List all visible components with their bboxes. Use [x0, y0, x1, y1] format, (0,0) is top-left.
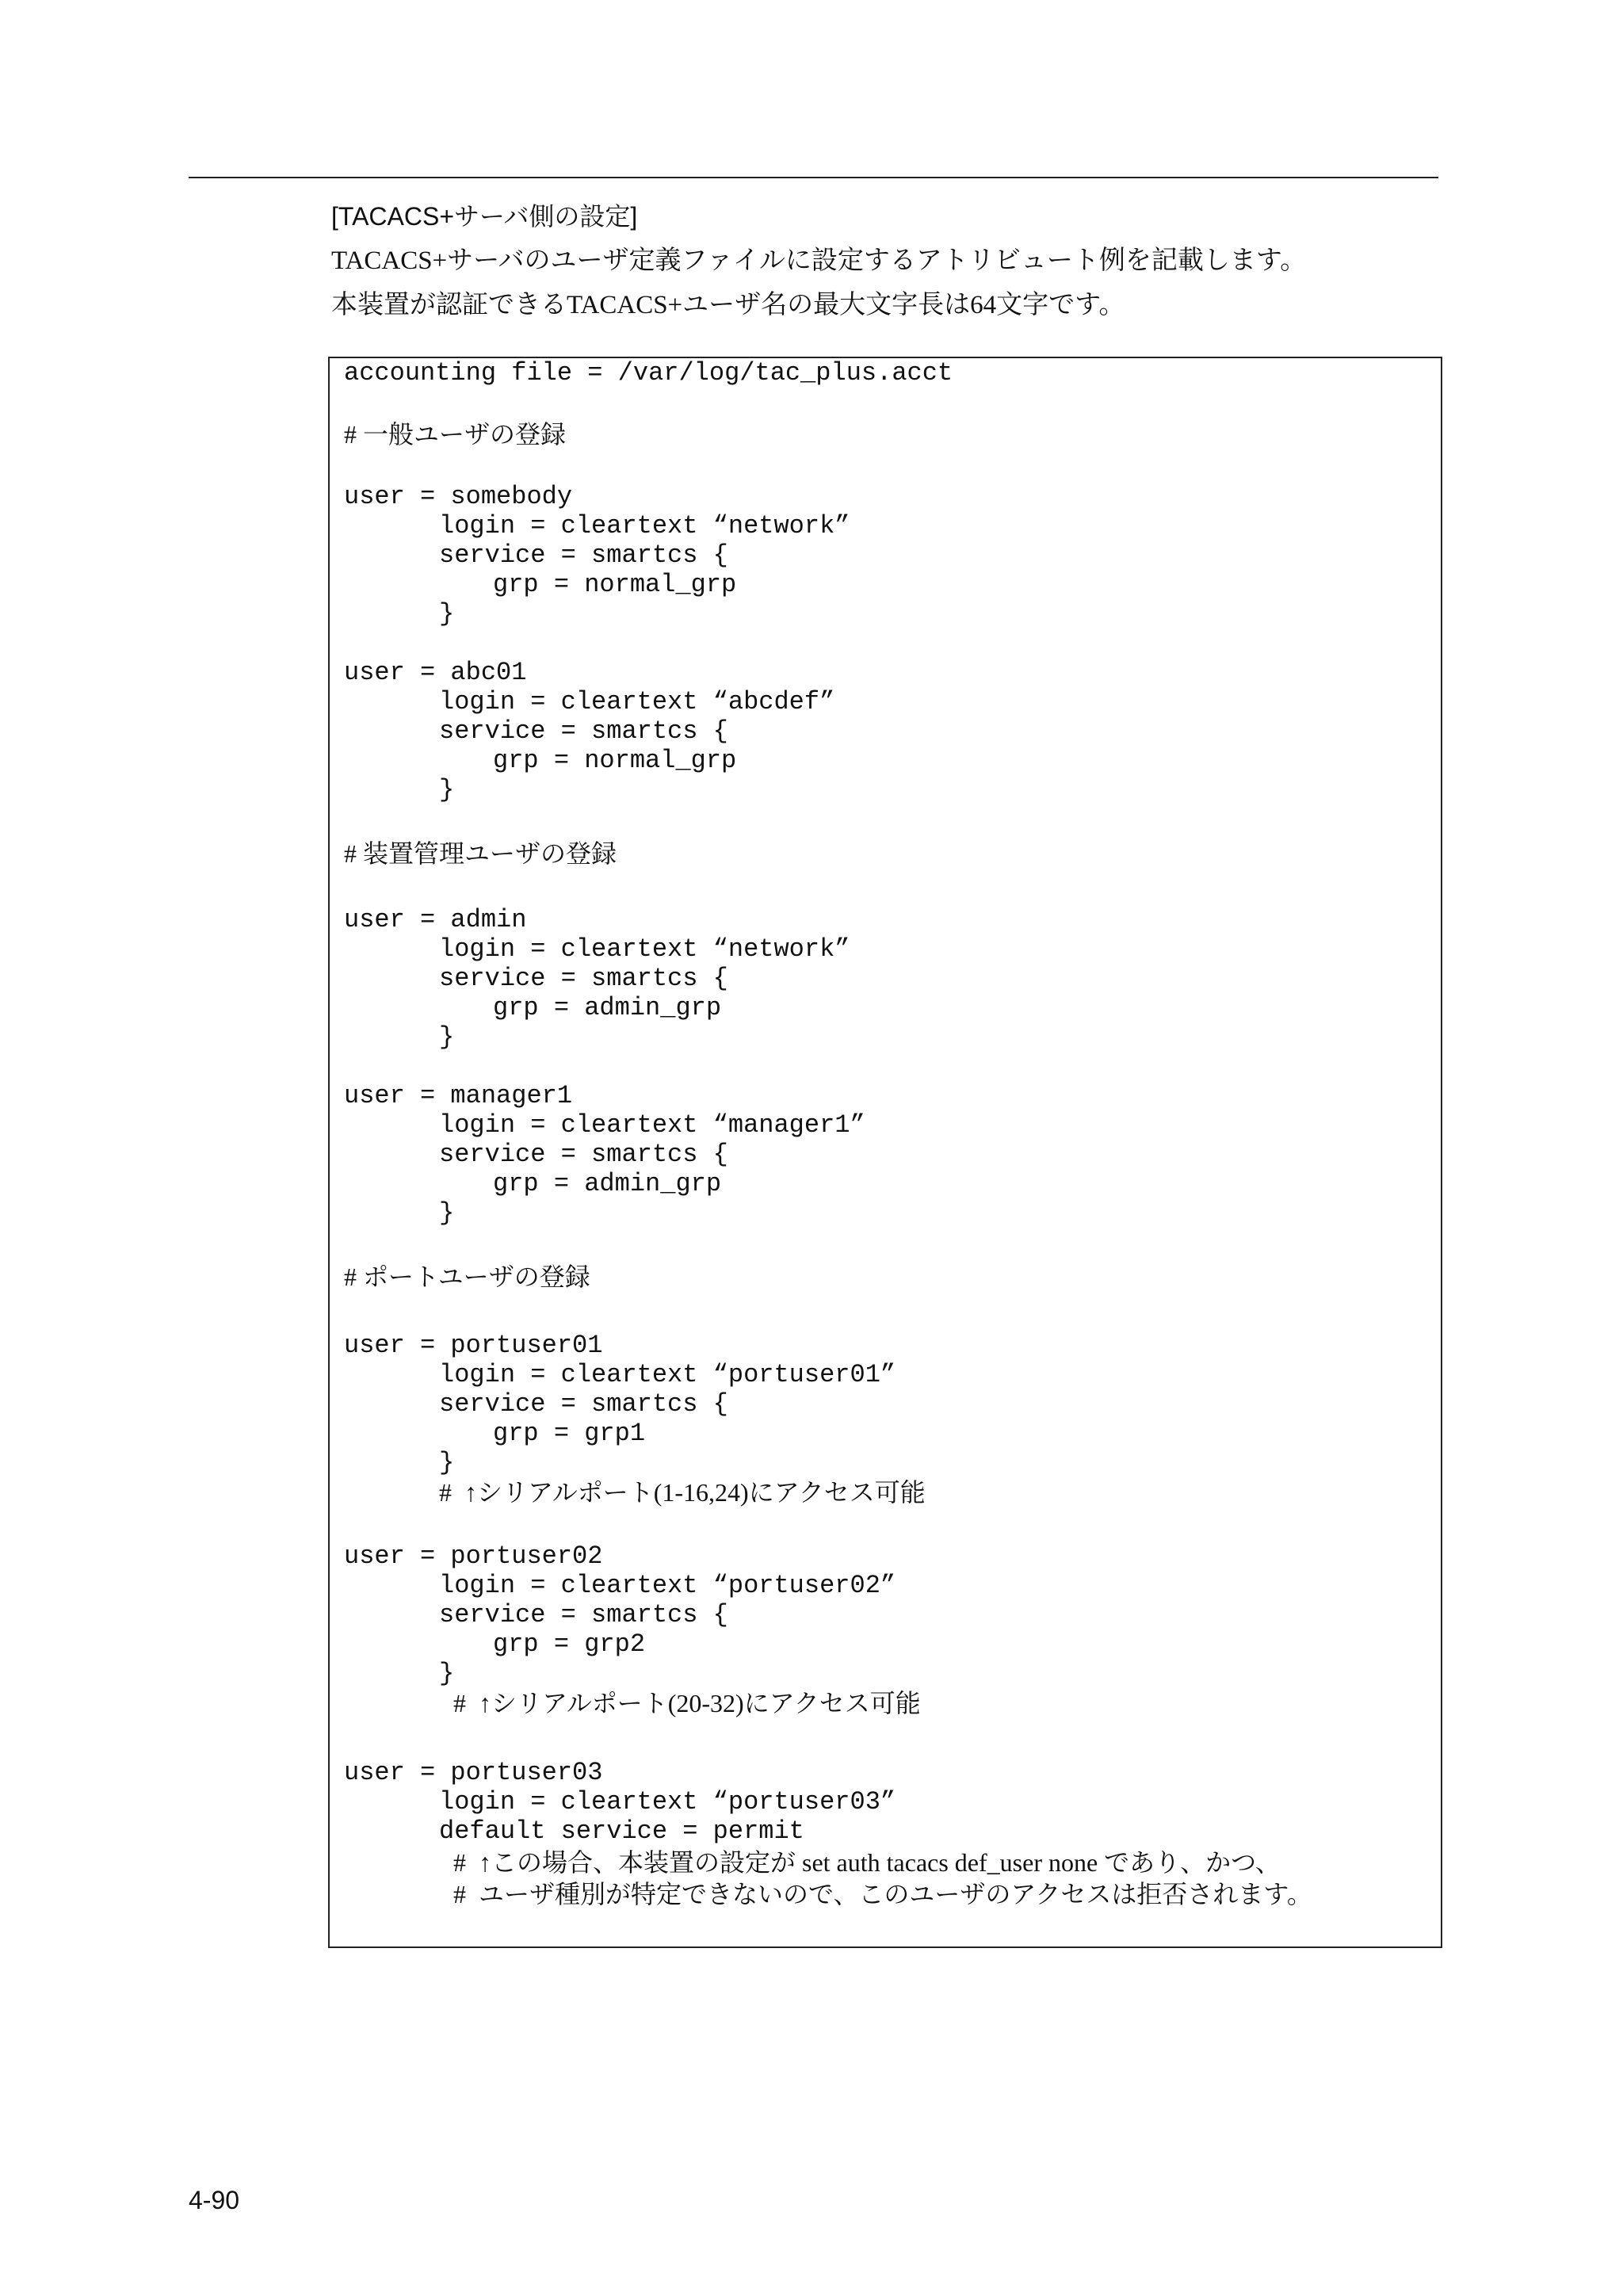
code-line: }: [439, 1022, 455, 1052]
code-line: default service = permit: [439, 1817, 804, 1846]
code-line: login = cleartext “manager1”: [439, 1110, 865, 1140]
code-line: service = smartcs {: [439, 716, 728, 746]
code-line: accounting file = /var/log/tac_plus.acct: [344, 358, 953, 388]
code-line: login = cleartext “portuser03”: [439, 1787, 896, 1817]
code-line: user = admin: [344, 905, 527, 934]
code-line: }: [439, 1198, 455, 1228]
code-line: }: [439, 1448, 455, 1477]
code-comment: # ユーザ種別が特定できないので、このユーザのアクセスは拒否されます。: [453, 1880, 1312, 1908]
code-line: }: [439, 1659, 455, 1688]
config-code-block: [328, 357, 1442, 1948]
page-number: 4-90: [189, 2186, 240, 2214]
code-line: service = smartcs {: [439, 1140, 728, 1169]
code-line: login = cleartext “network”: [439, 511, 850, 541]
code-line: grp = grp2: [493, 1629, 646, 1659]
code-line: login = cleartext “network”: [439, 934, 850, 964]
code-line: user = manager1: [344, 1081, 573, 1110]
code-line: service = smartcs {: [439, 541, 728, 570]
code-line: service = smartcs {: [439, 964, 728, 993]
code-comment: # ↑この場合、本装置の設定が set auth tacacs def_user none であり、かつ、: [453, 1848, 1281, 1877]
intro-line-1: TACACS+サーバのユーザ定義ファイルに設定するアトリビュート例を記載します。: [331, 246, 1307, 275]
code-comment: # 一般ユーザの登録: [344, 420, 567, 449]
code-line: login = cleartext “abcdef”: [439, 687, 835, 716]
code-comment: # ↑シリアルポート(20-32)にアクセス可能: [453, 1689, 921, 1717]
code-line: login = cleartext “portuser01”: [439, 1360, 896, 1389]
header-rule: [189, 177, 1438, 178]
code-line: service = smartcs {: [439, 1600, 728, 1629]
code-comment: # ポートユーザの登録: [344, 1263, 590, 1291]
code-line: grp = normal_grp: [493, 746, 737, 775]
code-line: }: [439, 775, 455, 804]
code-line: grp = grp1: [493, 1419, 646, 1448]
code-line: user = somebody: [344, 482, 573, 511]
code-line: user = portuser02: [344, 1541, 603, 1571]
intro-line-2: 本装置が認証できるTACACS+ユーザ名の最大文字長は64文字です。: [331, 291, 1125, 319]
code-line: grp = normal_grp: [493, 570, 737, 599]
section-heading: [TACACS+サーバ側の設定]: [331, 202, 638, 231]
code-comment: # ↑シリアルポート(1-16,24)にアクセス可能: [439, 1478, 926, 1507]
code-line: user = portuser01: [344, 1331, 603, 1360]
code-line: user = portuser03: [344, 1758, 603, 1787]
code-line: grp = admin_grp: [493, 993, 722, 1022]
code-line: grp = admin_grp: [493, 1169, 722, 1198]
code-line: login = cleartext “portuser02”: [439, 1571, 896, 1600]
code-line: }: [439, 599, 455, 628]
code-line: user = abc01: [344, 658, 527, 687]
code-line: service = smartcs {: [439, 1389, 728, 1419]
code-comment: # 装置管理ユーザの登録: [344, 839, 617, 868]
